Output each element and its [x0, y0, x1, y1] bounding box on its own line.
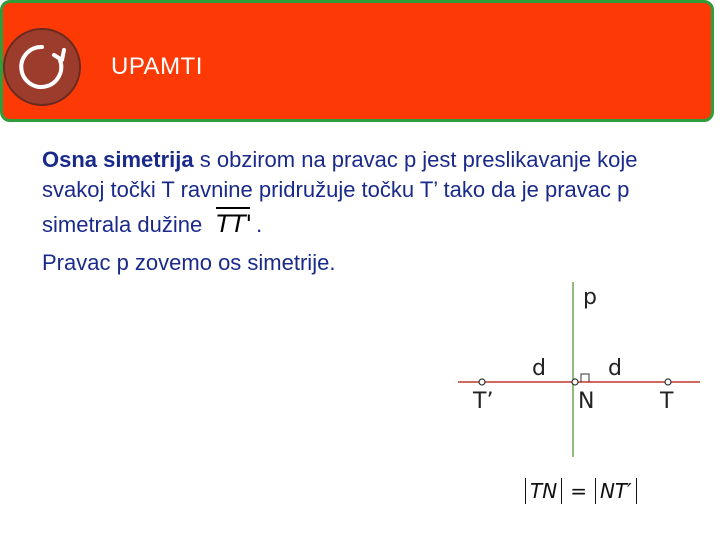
formula-right: NT′ [595, 478, 637, 504]
end-punct: . [256, 212, 263, 237]
distance-label-left: d [532, 356, 546, 381]
title-banner [0, 0, 714, 122]
banner-title: UPAMTI [111, 53, 203, 80]
formula-left: TN [525, 478, 562, 504]
point-n [572, 379, 578, 385]
point-t-prime [479, 379, 485, 385]
definition-paragraph [42, 145, 692, 240]
formula-equals: = [570, 479, 587, 503]
definition-body: s obzirom na pravac p jest preslikavanje koje svakoj točki T ravnine pridružuje točku T’ tako da je pravac p simetrala dužine [42, 147, 638, 237]
definition-text [42, 145, 692, 278]
refresh-icon [3, 28, 81, 106]
point-label-t-prime: T’ [473, 389, 494, 414]
axis-of-symmetry-text: Pravac p zovemo os simetrije. [42, 250, 336, 275]
point-t [665, 379, 671, 385]
segment-tt-prime: TT' [216, 205, 252, 239]
point-label-t: T [660, 389, 674, 414]
definition-term: Osna simetrija [42, 147, 194, 172]
distance-formula [525, 478, 637, 504]
axis-label-p: p [583, 285, 597, 310]
distance-label-right: d [608, 356, 622, 381]
symmetry-figure [455, 282, 705, 467]
right-angle-mark [581, 374, 589, 382]
point-label-n: N [578, 389, 595, 414]
